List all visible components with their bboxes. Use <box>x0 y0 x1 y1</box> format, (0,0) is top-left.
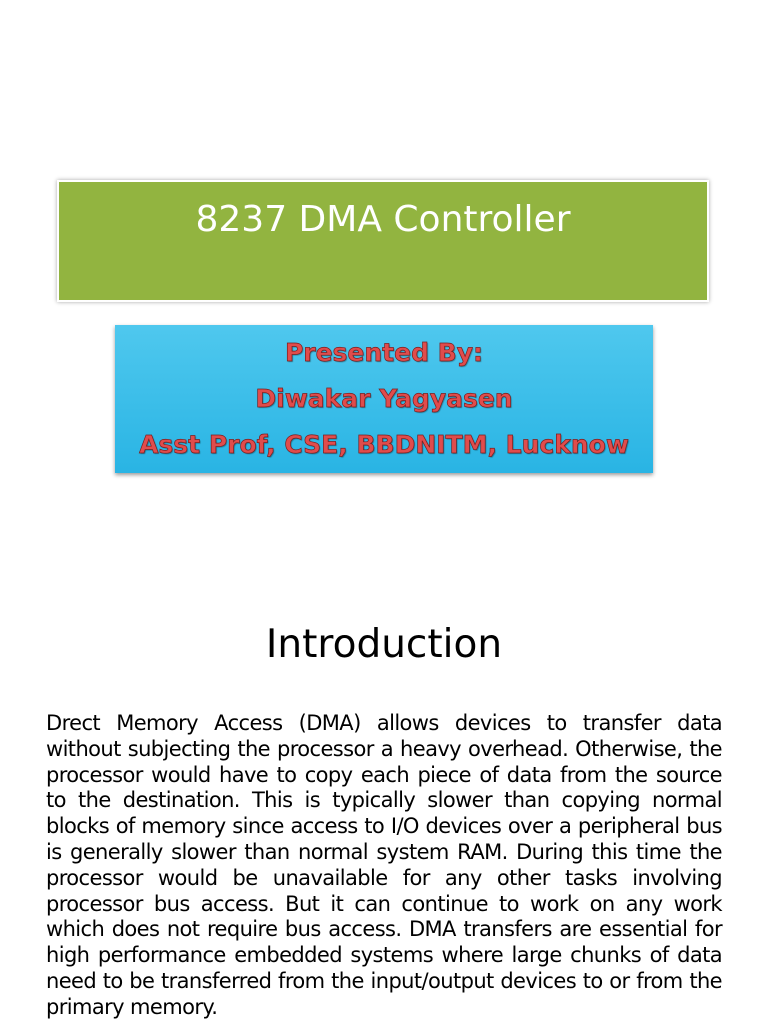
introduction-heading: Introduction <box>265 622 503 667</box>
slide-title: 8237 DMA Controller <box>195 199 571 240</box>
title-box <box>57 180 709 302</box>
presenter-affiliation: Asst Prof, CSE, BBDNITM, Lucknow <box>139 430 629 459</box>
introduction-body: Drect Memory Access (DMA) allows devices to transfer data without subjecting the processor a heavy overhead. Otherwise, the processor would have to copy each piece of data from the source to the destination. This is typically slower than copying normal blocks of memory since access to I/O devices over a peripheral bus is generally slower than normal system RAM. During this time the processor would be unavailable for any other tasks involving processor bus access. But it can continue to work on any work which does not require bus access. DMA transfers are essential for high performance embedded systems where large chunks of data need to be transferred from the input/output devices to or from the primary memory. <box>46 711 722 1019</box>
presenter-box <box>115 325 653 473</box>
presenter-name: Diwakar Yagyasen <box>255 384 513 413</box>
presented-by-label: Presented By: <box>284 338 484 367</box>
